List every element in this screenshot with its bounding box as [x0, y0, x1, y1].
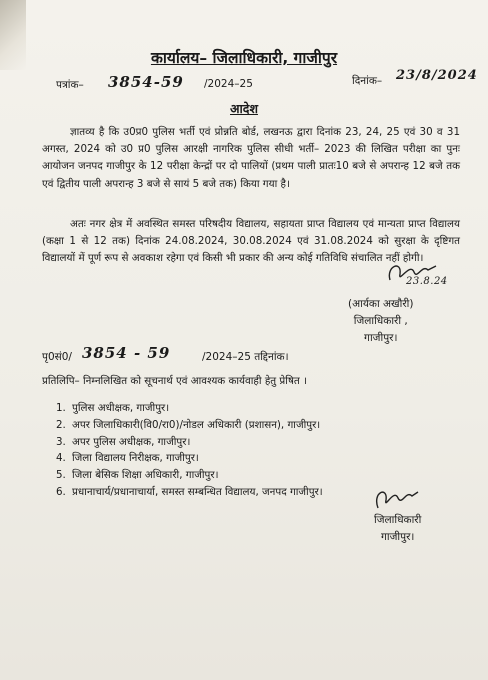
ref-number-handwritten: 3854-59 — [108, 73, 184, 91]
list-item: 4. जिला विद्यालय निरीक्षक, गाजीपुर। — [56, 452, 199, 465]
recipient-list — [56, 400, 323, 501]
order-paragraph-2: अतः नगर क्षेत्र में अवस्थित समस्त परिषदीय विद्यालय, सहायता प्राप्त विद्यालय एवं मान्यता प्राप्त विद्यालय (कक्षा 1 से 12 तक) दिनांक 24.08.2024, 30.08.2024 एवं 31.08.2024 को सुरक्षा के दृष्टिगत विद्यालयों में पूर्ण रूप से अवकाश रहेगा एवं किसी भी प्रकार की अन्य कोई गतिविधि संचालित नहीं होगी। — [42, 218, 460, 265]
list-item: 3. अपर पुलिस अधीक्षक, गाजीपुर। — [56, 435, 191, 448]
signatory-place-2: गाजीपुर। — [380, 531, 415, 543]
signatory-place: गाजीपुर। — [364, 332, 398, 344]
copy-ref-suffix: /2024–25 तद्दिनांक। — [202, 351, 289, 363]
ref-suffix: /2024–25 — [204, 78, 253, 90]
ref-label: पत्रांक– — [56, 79, 84, 91]
signature-block-1 — [348, 296, 413, 347]
signatory-designation: जिलाधिकारी , — [353, 315, 408, 327]
date-label: दिनांक– — [352, 75, 383, 87]
signatory-designation-2: जिलाधिकारी — [374, 514, 422, 526]
signatory-name: (आर्यका अखौरी) — [348, 298, 414, 310]
office-title: कार्यालय– जिलाधिकारी, गाजीपुर — [150, 49, 338, 67]
signature-date-handwritten: 23.8.24 — [406, 276, 448, 287]
order-paragraph-1: ज्ञातव्य है कि उ0प्र0 पुलिस भर्ती एवं प्रोन्नति बोर्ड, लखनऊ द्वारा दिनांक 23, 24, 25 एवं 30 व 31 अगस्त, 2024 को उ0 प्र0 पुलिस आरक्षी नागरिक पुलिस सीधी भर्ती– 2023 की लिखित परीक्षा का पुनः आयोजन जनपद गाजीपुर के 12 परीक्षा केन्द्रों पर दो पालियों (प्रथम पाली प्रातः10 बजे से अपरान्ह 12 बजे तक एवं द्वितीय पाली अपरान्ह 3 बजे से सायं 5 बजे तक) किया गया है। — [42, 126, 460, 190]
list-item: 2. अपर जिलाधिकारी(वि0/रा0)/नोडल अधिकारी (प्रशासन), गाजीपुर। — [56, 418, 321, 431]
signature-block-2 — [374, 512, 421, 546]
order-heading: आदेश — [230, 101, 258, 116]
date-handwritten: 23/8/2024 — [396, 68, 478, 83]
list-item: 6. प्रधानाचार्य/प्रधानाचार्या, समस्त सम्बन्धित विद्यालय, जनपद गाजीपुर। — [56, 485, 323, 498]
list-item: 1. पुलिस अधीक्षक, गाजीपुर। — [56, 402, 170, 414]
copy-ref-number-handwritten: 3854 - 59 — [82, 344, 171, 362]
list-item: 5. जिला बेसिक शिक्षा अधिकारी, गाजीपुर। — [56, 469, 219, 482]
copy-ref-label: पृ0सं0/ — [42, 351, 72, 363]
signature-scribble-2 — [372, 484, 422, 514]
copy-intro: प्रतिलिपि– निम्नलिखित को सूचनार्थ एवं आवश्यक कार्यवाही हेतु प्रेषित । — [42, 375, 307, 387]
